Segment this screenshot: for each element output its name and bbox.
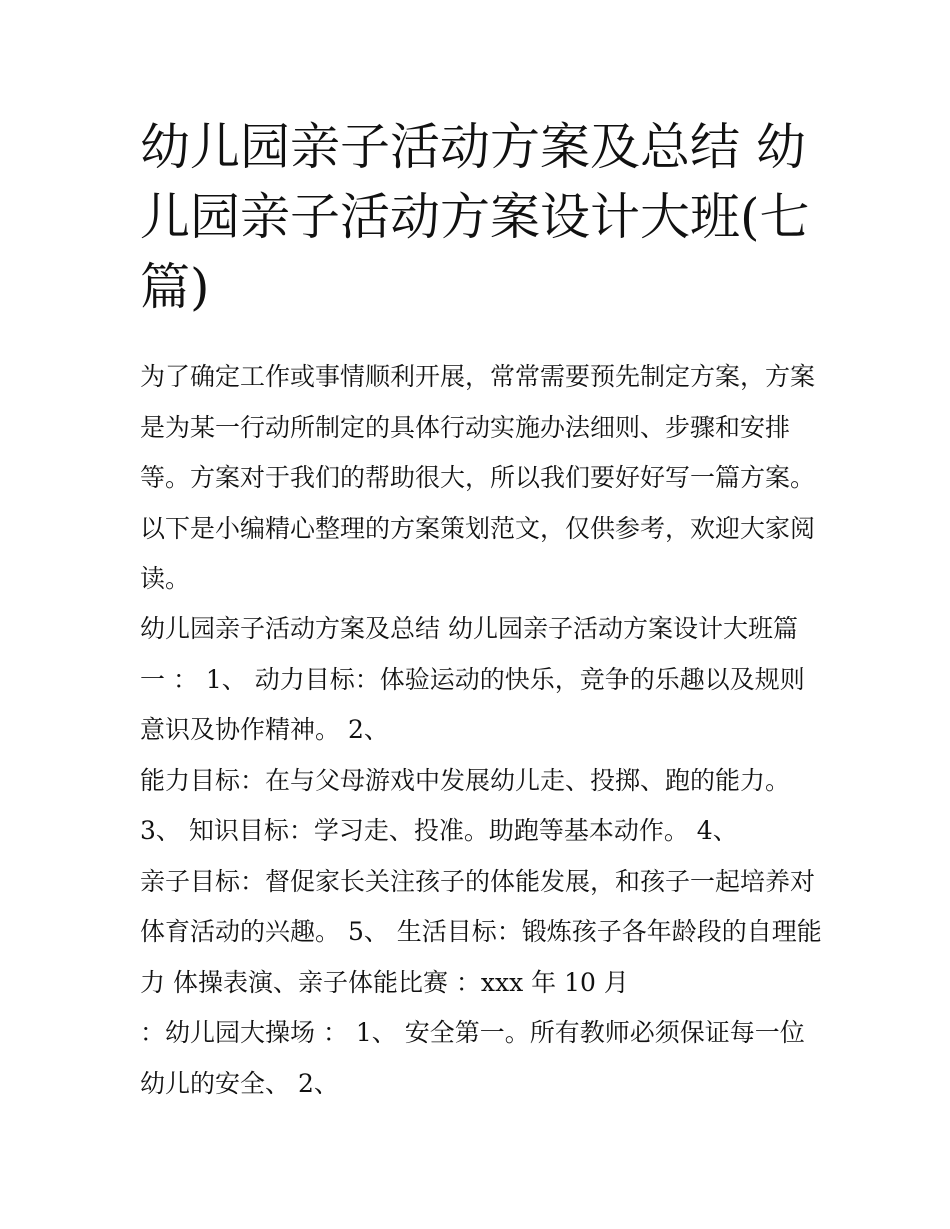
text-line: 为了确定工作或事情顺利开展，常常需要预先制定方案，方案: [140, 362, 816, 391]
body-paragraph: [140, 604, 820, 1109]
text-line: ：幼儿园大操场 ： 1、 安全第一。所有教师必须保证每一位: [140, 1018, 805, 1047]
text-line: 能力目标：在与父母游戏中发展幼儿走、投掷、跑的能力。: [140, 765, 791, 795]
text-line: 等。方案对于我们的帮助很大，所以我们要好好写一篇方案。: [140, 463, 816, 492]
text-line: 一 ： 1、 动力目标：体验运动的快乐，竞争的乐趣以及规则: [140, 664, 805, 694]
text-line: 以下是小编精心整理的方案策划范文，仅供参考，欢迎大家阅: [140, 513, 816, 543]
text-line: 是为某一行动所制定的具体行动实施办法细则、步骤和安排: [140, 412, 791, 442]
text-line: 幼儿园亲子活动方案及总结 幼儿园亲子活动方案设计大班篇: [140, 614, 798, 643]
text-line: 幼儿的安全、 2、: [140, 1068, 339, 1098]
intro-paragraph: [140, 352, 820, 605]
document-title: 幼儿园亲子活动方案及总结 幼儿园亲子活动方案设计大班(七篇): [140, 118, 810, 316]
text-line: 亲子目标：督促家长关注孩子的体能发展，和孩子一起培养对: [140, 866, 816, 896]
text-line: 读。: [140, 564, 191, 593]
text-line: 体育活动的兴趣。 5、 生活目标：锻炼孩子各年龄段的自理能: [140, 917, 822, 946]
text-line: 力 体操表演、亲子体能比赛 ：xxx 年 10 月: [140, 967, 629, 997]
text-line: 3、 知识目标：学习走、投准。助跑等基本动作。 4、: [140, 816, 738, 845]
text-line: 意识及协作精神。 2、: [140, 715, 389, 744]
